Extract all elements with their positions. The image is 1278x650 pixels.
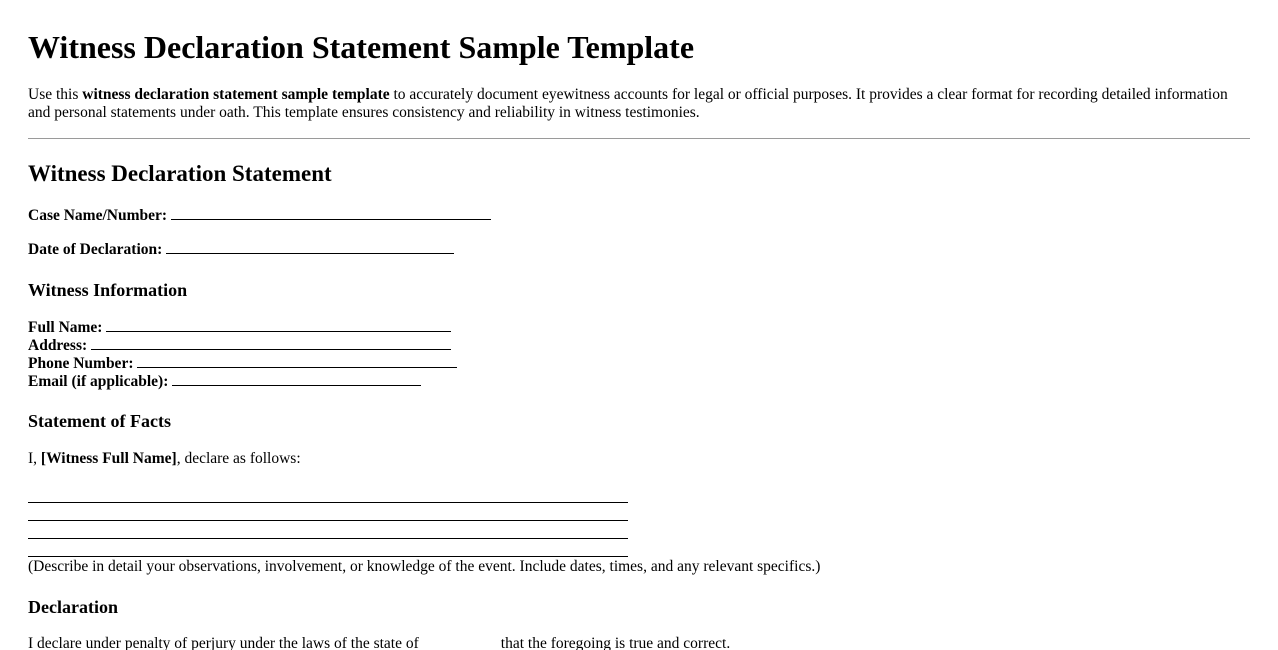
case-name-label: Case Name/Number: (28, 207, 168, 224)
date-of-declaration-label: Date of Declaration: (28, 241, 163, 258)
statement-line-1[interactable] (28, 502, 628, 503)
date-of-declaration-blank[interactable] (166, 241, 454, 254)
phone-number-field (28, 355, 457, 373)
intro-paragraph (28, 86, 1228, 122)
witness-name-placeholder: [Witness Full Name] (40, 450, 177, 467)
declaration-text (28, 635, 730, 650)
statement-intro-prefix: I, (28, 450, 41, 467)
statement-instructions: (Describe in detail your observations, involvement, or knowledge of the event. Include dates, times, and any relevant specifics.) (28, 558, 821, 575)
declaration-text-prefix: I declare under penalty of perjury under the laws of the state of (28, 635, 419, 650)
statement-line-4[interactable] (28, 556, 628, 557)
declaration-heading: Declaration (28, 597, 118, 617)
email-blank[interactable] (172, 373, 421, 386)
intro-bold: witness declaration statement sample template (82, 86, 390, 103)
statement-intro-suffix: , declare as follows: (176, 450, 301, 467)
email-field (28, 373, 421, 391)
state-blank[interactable] (419, 636, 501, 648)
email-label: Email (if applicable): (28, 373, 169, 390)
case-name-field (28, 207, 491, 225)
declaration-text-suffix: that the foregoing is true and correct. (500, 635, 731, 650)
phone-number-label: Phone Number: (28, 355, 134, 372)
case-name-blank[interactable] (171, 207, 491, 220)
form-title: Witness Declaration Statement (28, 161, 332, 186)
full-name-blank[interactable] (106, 319, 451, 332)
date-of-declaration-field (28, 241, 454, 259)
address-label: Address: (28, 337, 88, 354)
statement-intro (28, 450, 301, 468)
full-name-label: Full Name: (28, 319, 103, 336)
statement-line-2[interactable] (28, 520, 628, 521)
address-field (28, 337, 451, 355)
phone-number-blank[interactable] (137, 355, 457, 368)
page-title: Witness Declaration Statement Sample Template (28, 29, 695, 65)
full-name-field (28, 319, 451, 337)
statement-line-3[interactable] (28, 538, 628, 539)
address-blank[interactable] (91, 337, 451, 350)
intro-prefix: Use this (28, 86, 83, 103)
section-divider (28, 138, 1250, 139)
witness-info-heading: Witness Information (28, 280, 188, 300)
intro-suffix: to accurately document eyewitness accounts for legal or official purposes. It provides a clear format for recording detailed information and personal statements under oath. This template ensures consistency and reliability in witness testimonies. (28, 86, 1228, 121)
statement-of-facts-heading: Statement of Facts (28, 411, 171, 431)
